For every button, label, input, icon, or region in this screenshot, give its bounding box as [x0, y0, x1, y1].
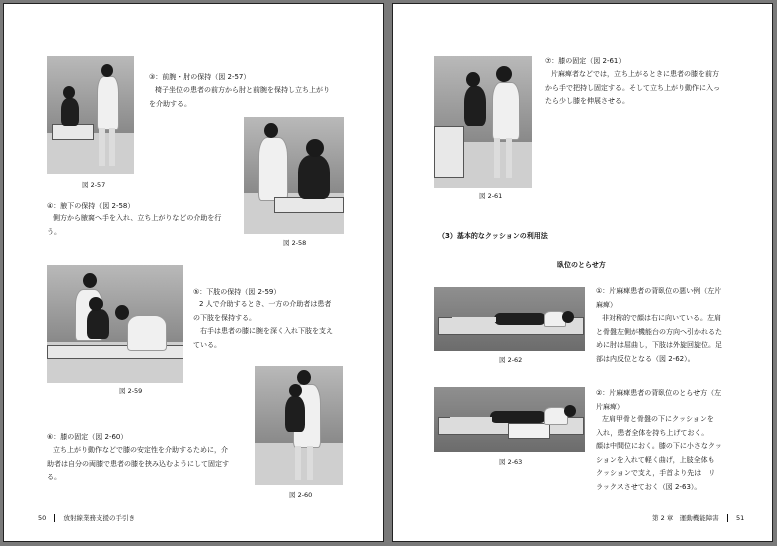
section-heading-knee-fix-hand: ⑦：膝の固定（図 2-61） — [545, 57, 626, 65]
chapter-title: 第 2 章 運動機能障害 — [652, 514, 719, 522]
caption-figure-2-62: 図 2-62 — [499, 356, 523, 364]
page-footer — [652, 513, 744, 522]
caption-figure-2-60: 図 2-60 — [289, 491, 313, 499]
section-heading-axilla: ④：腋下の保持（図 2-58） — [47, 202, 135, 210]
section-heading-knee-fix: ⑥：膝の固定（図 2-60） — [47, 433, 128, 441]
caption-figure-2-61: 図 2-61 — [479, 192, 503, 200]
photo-figure-2-59 — [47, 265, 183, 383]
footer-divider — [54, 514, 55, 522]
book-title: 放射線業務支援の手引き — [63, 514, 135, 522]
section-heading-lower-limb: ⑤：下肢の保持（図 2-59） — [193, 288, 281, 296]
caption-figure-2-58: 図 2-58 — [283, 239, 307, 247]
photo-figure-2-61 — [434, 56, 532, 188]
left-page — [3, 3, 384, 542]
subsection-heading-cushion: （3）基本的なクッションの利用法 — [438, 232, 548, 240]
section-heading-good-supine: ②：片麻痺患者の背臥位のとらせ方（左 片麻痺） — [596, 389, 722, 411]
section-body-knee-fix: 立ち上がり動作などで膝の安定性を介助するために，介 助者は自分の両膝で患者の膝を挟み込むようにして固定す る。 — [47, 446, 229, 481]
photo-figure-2-57 — [47, 56, 134, 174]
section-body-bad-supine: 非対称的で顔は右に向いている。左肩 と骨盤左側が機能台の方向へ引かれるた めに肘は屈曲し，下肢は外旋回旋位。足 部は内反位となる（図 2-62）。 — [596, 314, 722, 363]
section-body-axilla: 側方から腋窩へ手を入れ、立ち上がりなどの介助を行 う。 — [47, 214, 222, 236]
page-number: 50 — [38, 514, 47, 522]
photo-figure-2-58 — [244, 117, 344, 234]
caption-figure-2-59: 図 2-59 — [119, 387, 143, 395]
footer-divider — [727, 514, 728, 522]
section-heading-forearm-elbow: ③：前腕・肘の保持（図 2-57） — [149, 73, 251, 81]
subsection-heading-posture: 臥位のとらせ方 — [557, 261, 606, 269]
section-body-knee-fix-hand: 片麻痺者などでは，立ち上がるときに患者の膝を前方 から手で把持し固定する。そして立ち上がり動作に入っ たら少し膝を伸展させる。 — [545, 70, 720, 105]
section-body-lower-limb: 2 人で介助するとき、一方の介助者は患者 の下肢を保持する。 右手は患者の膝に腕を深く入れ下肢を支え ている。 — [193, 300, 333, 349]
caption-figure-2-57: 図 2-57 — [82, 181, 106, 189]
section-body-forearm-elbow: 椅子坐位の患者の前方から肘と前腕を保持し立ち上がり を介助する。 — [149, 86, 330, 108]
section-heading-bad-supine: ①：片麻痺患者の背臥位の悪い例（左片 麻痺） — [596, 287, 722, 309]
photo-figure-2-63 — [434, 387, 585, 452]
photo-figure-2-60 — [255, 366, 343, 485]
right-page — [392, 3, 773, 542]
section-body-good-supine: 左肩甲骨と骨盤の下にクッションを 入れ，患者全体を持ち上げておく。 顔は中間位におく。膝の下に小さなクッ ションを入れて軽く曲げ，上肢全体も クッションで支え，手首より先は リ ラックスさせておく（図 2-63）。 — [596, 415, 722, 491]
caption-figure-2-63: 図 2-63 — [499, 458, 523, 466]
page-number: 51 — [735, 514, 745, 522]
photo-figure-2-62 — [434, 287, 585, 351]
page-footer — [38, 513, 135, 522]
